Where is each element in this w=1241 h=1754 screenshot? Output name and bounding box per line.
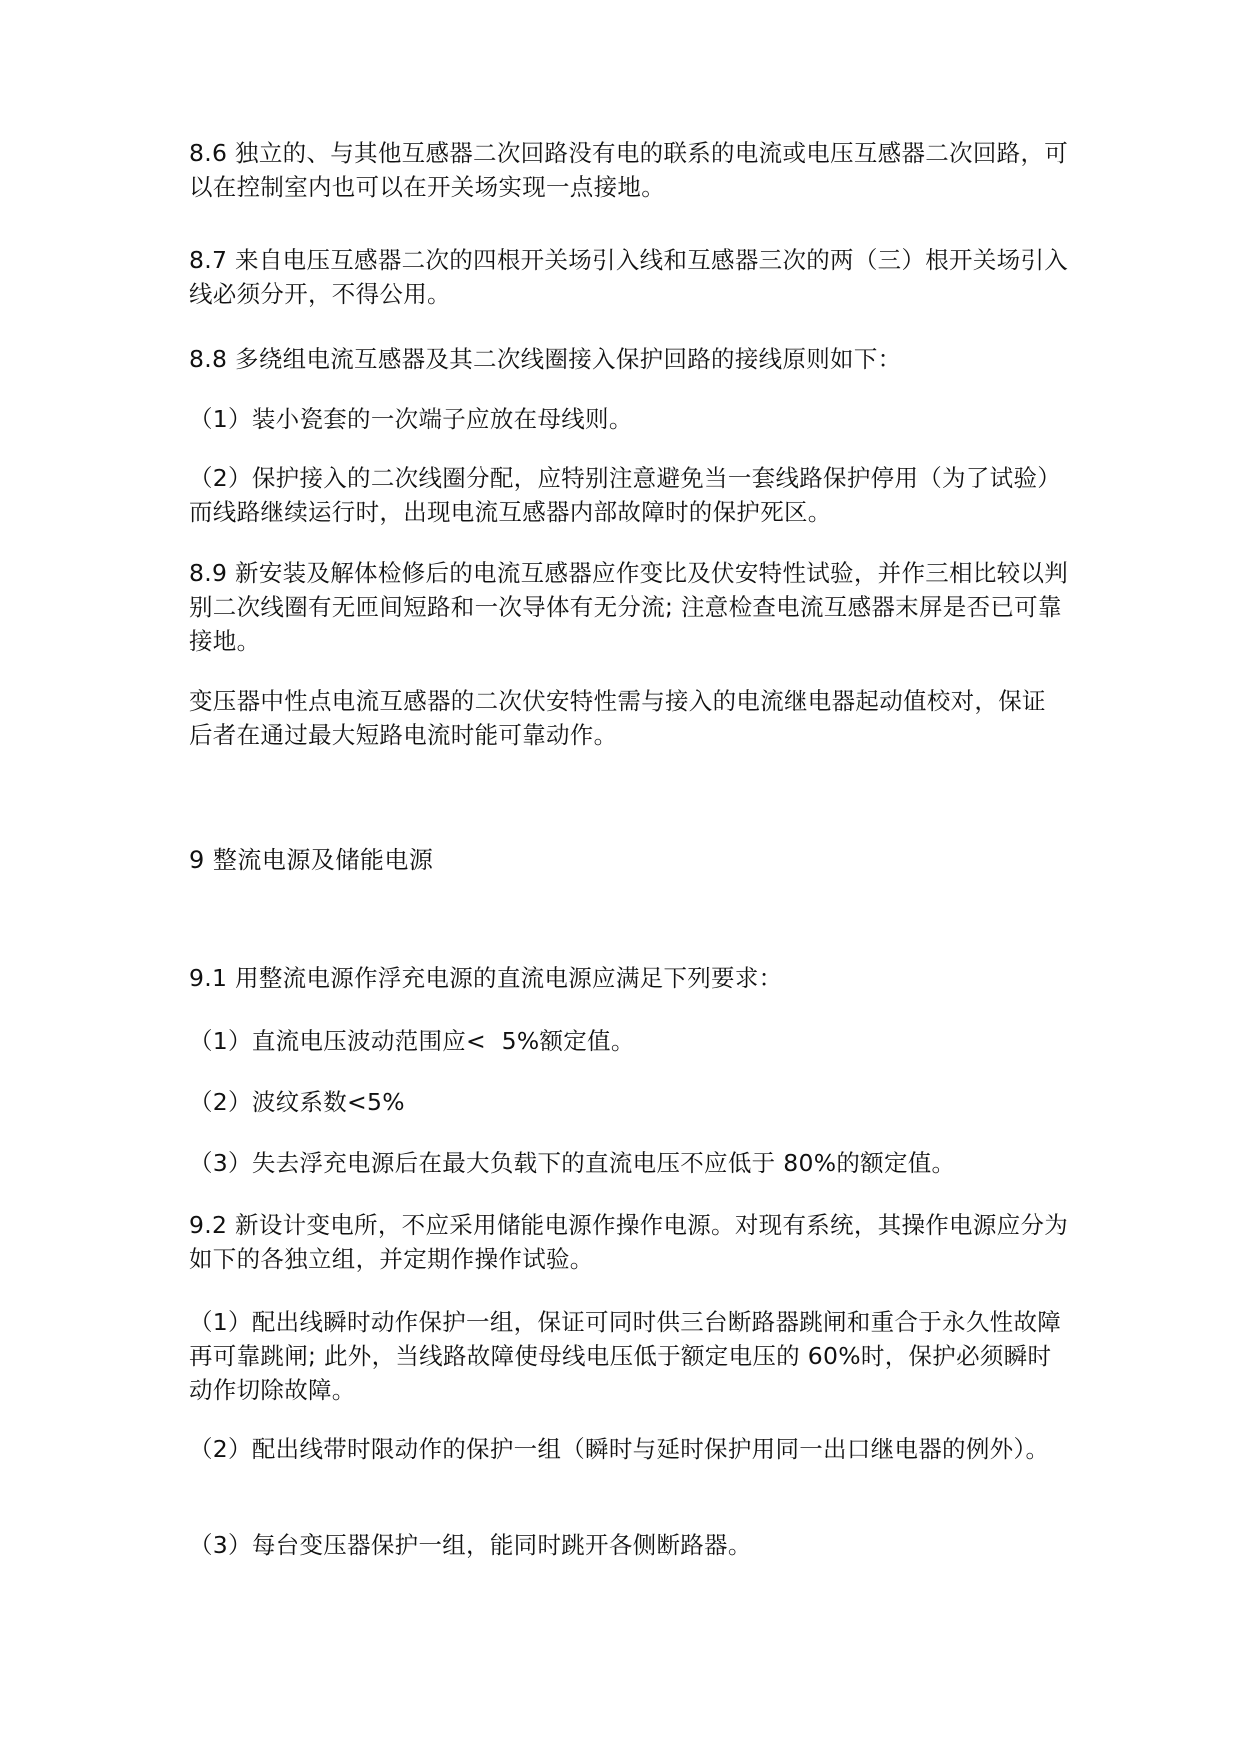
paragraph-8-8-item-2: （2）保护接入的二次线圈分配，应特别注意避免当一套线路保护停用（为了试验）而线路继续运行时，出现电流互感器内部故障时的保护死区。 (189, 464, 1062, 526)
paragraph-9-1-item-2: （2）波纹系数<5% (189, 1088, 405, 1116)
paragraph-9-2-item-3: （3）每台变压器保护一组，能同时跳开各侧断路器。 (189, 1531, 752, 1559)
paragraph-8-8: 8.8 多绕组电流互感器及其二次线圈接入保护回路的接线原则如下： (189, 345, 902, 373)
paragraph-9-2-item-1: （1）配出线瞬时动作保护一组，保证可同时供三台断路器跳闸和重合于永久性故障再可靠跳闸; 此外，当线路故障使母线电压低于额定电压的 60%时，保护必须瞬时动作切除故障。 (189, 1308, 1062, 1404)
paragraph-9-2-item-2: （2）配出线带时限动作的保护一组（瞬时与延时保护用同一出口继电器的例外）。 (189, 1435, 1050, 1463)
paragraph-9-2: 9.2 新设计变电所，不应采用储能电源作操作电源。对现有系统，其操作电源应分为如下的各独立组，并定期作操作试验。 (189, 1211, 1069, 1273)
paragraph-9-1: 9.1 用整流电源作浮充电源的直流电源应满足下列要求： (189, 964, 783, 992)
paragraph-8-8-item-1: （1）装小瓷套的一次端子应放在母线则。 (189, 405, 633, 433)
paragraph-8-7: 8.7 来自电压互感器二次的四根开关场引入线和互感器三次的两（三）根开关场引入线必须分开，不得公用。 (189, 246, 1069, 308)
paragraph-8-9-note: 变压器中性点电流互感器的二次伏安特性需与接入的电流继电器起动值校对，保证后者在通过最大短路电流时能可靠动作。 (189, 687, 1046, 749)
section-heading-9: 9 整流电源及储能电源 (189, 846, 434, 874)
paragraph-9-1-item-3: （3）失去浮充电源后在最大负载下的直流电压不应低于 80%的额定值。 (189, 1149, 956, 1177)
paragraph-8-6: 8.6 独立的、与其他互感器二次回路没有电的联系的电流或电压互感器二次回路，可以在控制室内也可以在开关场实现一点接地。 (189, 139, 1069, 201)
paragraph-8-9: 8.9 新安装及解体检修后的电流互感器应作变比及伏安特性试验，并作三相比较以判别二次线圈有无匝间短路和一次导体有无分流; 注意检查电流互感器末屏是否已可靠接地。 (189, 559, 1069, 655)
paragraph-9-1-item-1: （1）直流电压波动范围应< 5%额定值。 (189, 1027, 635, 1055)
